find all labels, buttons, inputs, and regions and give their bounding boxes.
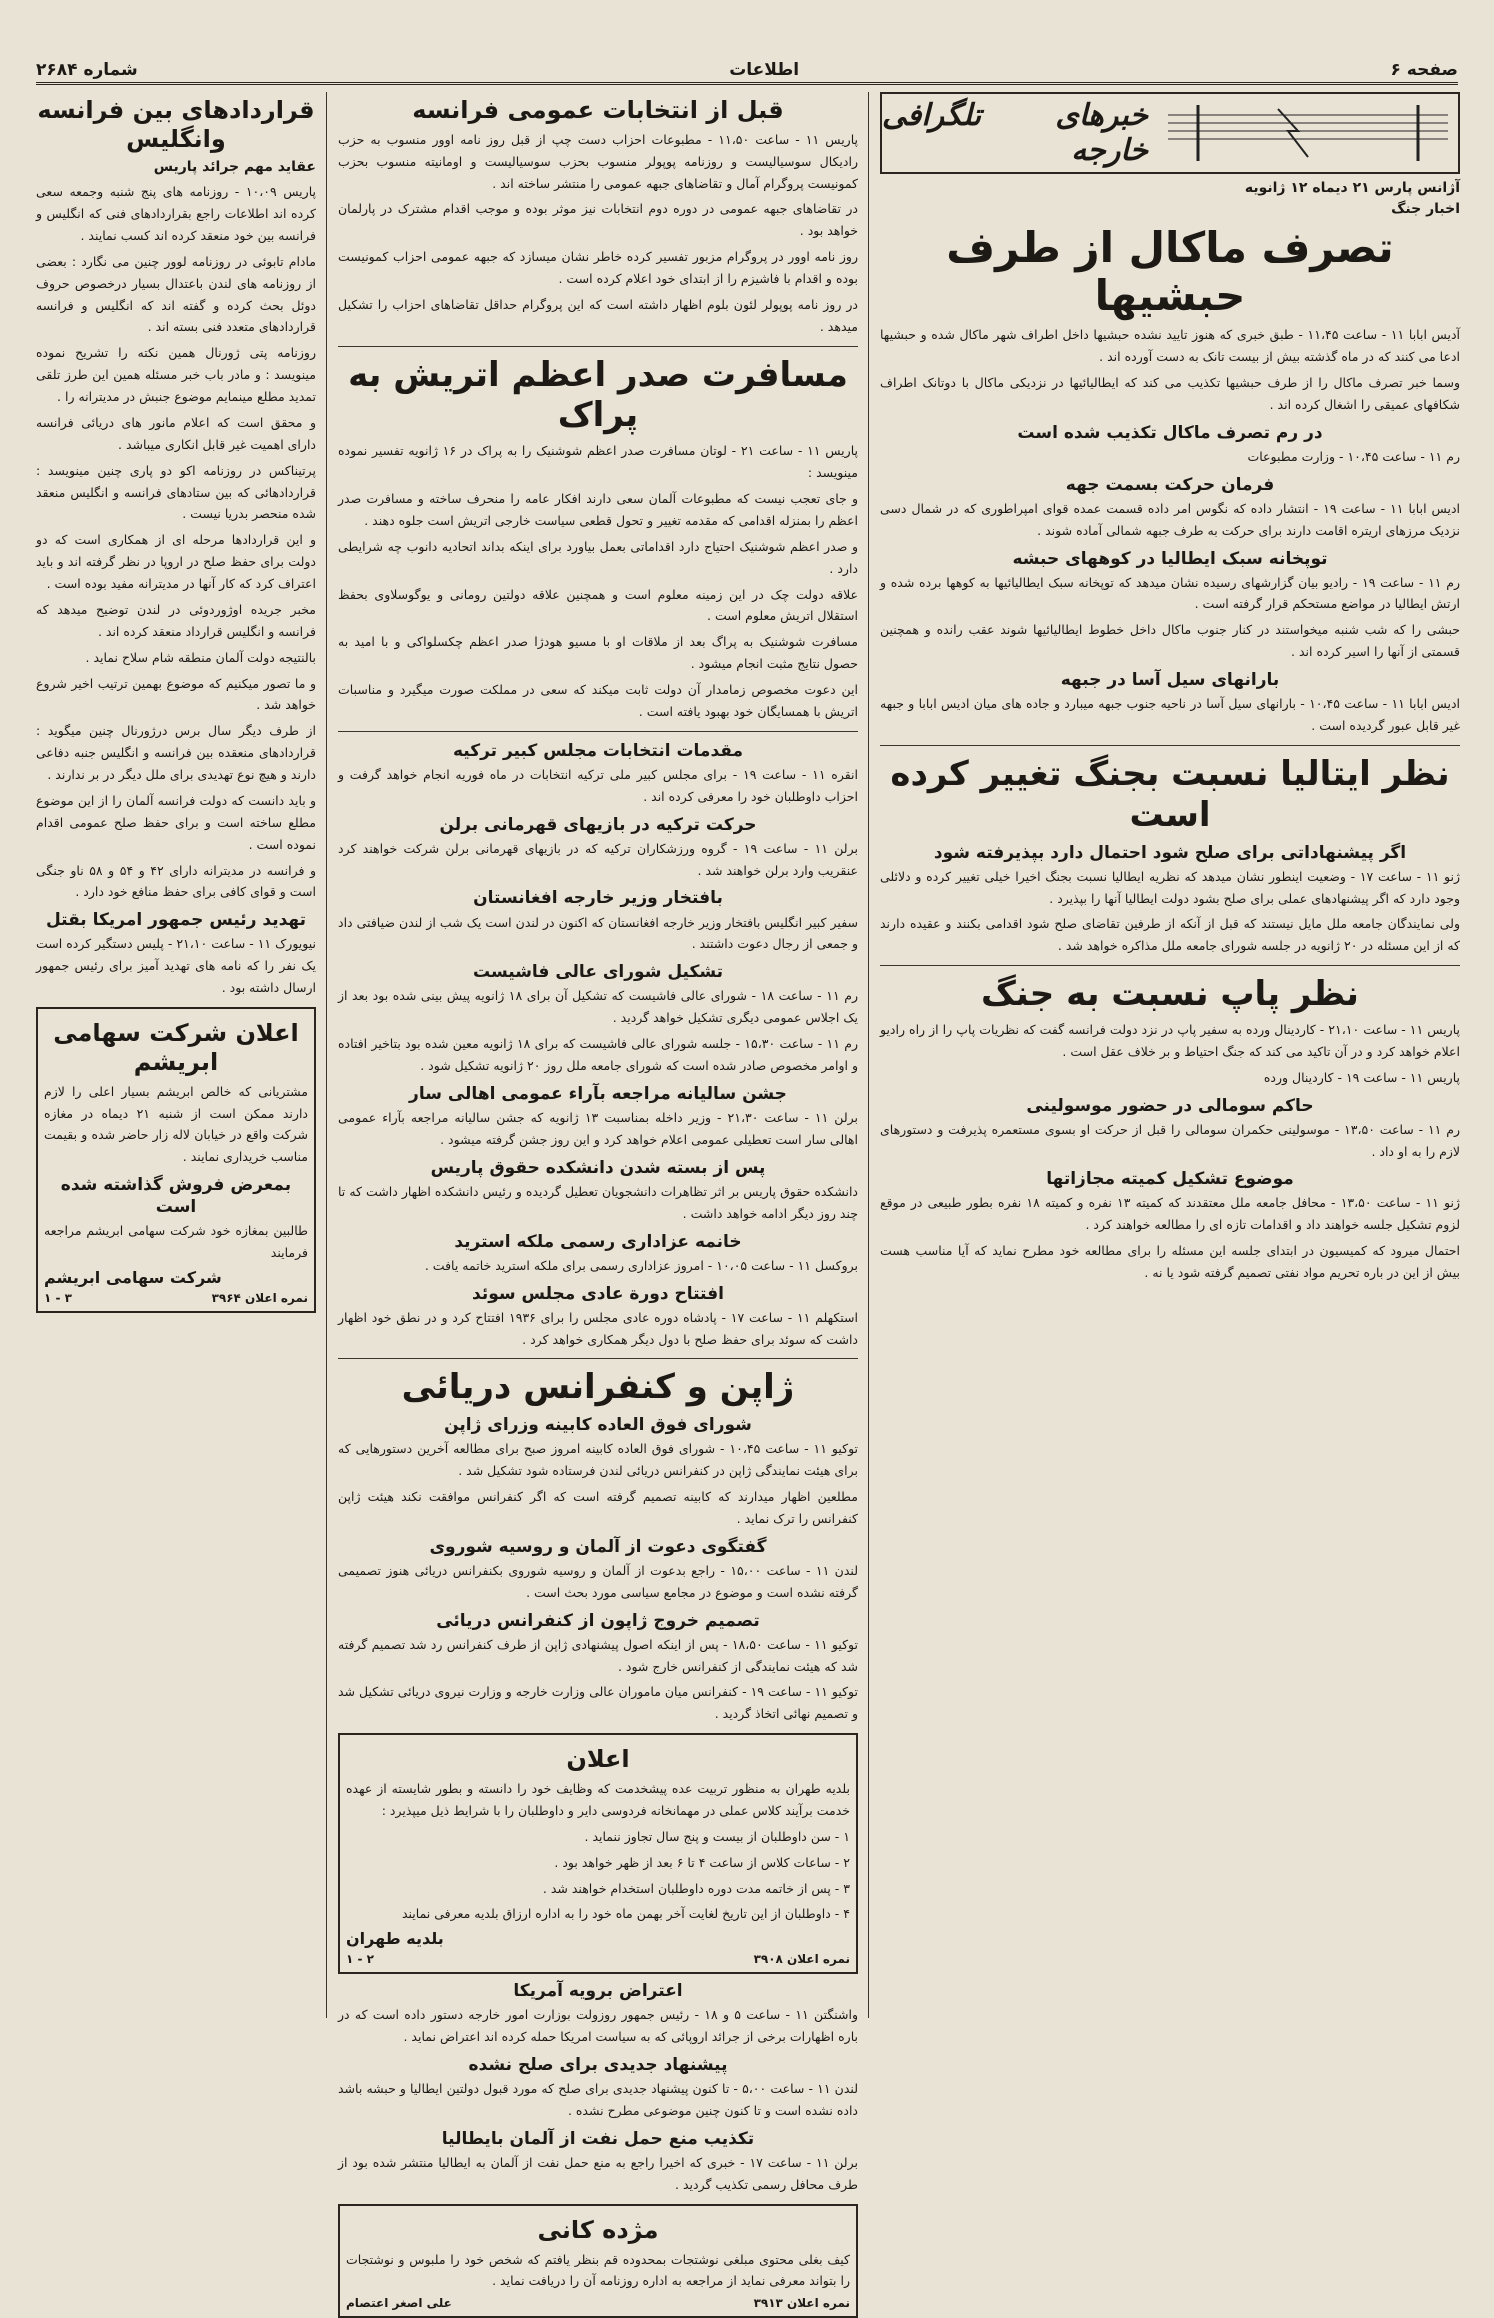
article-paragraph: توکیو ۱۱ - ساعت ۱۹ - کنفرانس میان ماموران عالی وزارت خارجه و وزارت نیروی دریائی تشکیل شد و تصمیم نهائی اتخاذ گردید . bbox=[337, 1684, 858, 1722]
article-paragraph: و جای تعجب نیست که مطبوعات آلمان سعی دارند افکار عامه را منحرف ساخته و مسافرت صدر اعظم را بمنزله اقدامی که مقدمه تغییر و تحول قطعی سیاست خارجی اتریش است جلوه دهند . bbox=[338, 491, 858, 528]
advertisement-silk-company bbox=[36, 1007, 316, 1313]
article-paragraph: ادیس ابابا ۱۱ - ساعت ۱۹ - انتشار داده که نگوس امر داده قسمت عمده قوای امپراطوری که در شمال دسی نزدیک مرزهای اریتره اقامت دارند برای حرکت به طرف جبهه شمالی آماده شوند . bbox=[880, 500, 1460, 538]
ad-ref: ۲ - ۱ bbox=[346, 1952, 374, 1967]
article-paragraph: رم ۱۱ - ساعت ۱۹ - رادیو بیان گزارشهای رسیده نشان میدهد که توپخانه سبک ایطالیائیها به کوهها برده شده و ارتش ایطالیا در مواضع مستحکم قرار گرفته است . bbox=[880, 574, 1460, 612]
subheading: حاکم سومالی در حضور موسولینی bbox=[1026, 1095, 1314, 1116]
ad-reference bbox=[346, 1952, 850, 1966]
article-paragraph: انقره ۱۱ - ساعت ۱۹ - برای مجلس کبیر ملی ترکیه انتخابات در ماه فوریه انجام خواهد گرفت و احزاب داوطلبان خود را معرفی کرده اند . bbox=[338, 766, 858, 804]
article-paragraph: رم ۱۱ - ساعت ۱۰،۴۵ - وزارت مطبوعات bbox=[1247, 448, 1460, 464]
divider bbox=[338, 731, 858, 732]
article-paragraph: و این قراردادها مرحله ای از همکاری است که دو دولت برای حفظ صلح در اروپا در نظر گرفته اند و باید اعتراف کرد که کار آنها در مدیترانه مفید بوده است . bbox=[36, 532, 316, 592]
headline-italy: نظر ایتالیا نسبت بجنگ تغییر کرده است bbox=[890, 753, 1450, 835]
headline-france-elections: قبل از انتخابات عمومی فرانسه bbox=[412, 96, 784, 124]
article-paragraph: لندن ۱۱ - ساعت ۵،۰۰ - تا کنون پیشنهاد جدیدی برای صلح که مورد قبول دولتین ایطالیا و حبشه باشد داده نشده است و تا کنون چنین موضوعی مطرح نشده . bbox=[338, 2081, 858, 2119]
article-paragraph: احتمال میرود که کمیسیون در ابتدای جلسه این مسئله را برای مطالعه خود مطرح نماید که آیا مناسب هست بیش از این در باره تحریم مواد نفتی تصمیم گرفته شود یا نه . bbox=[880, 1243, 1460, 1281]
ad-number: نمره اعلان ۳۹۶۴ bbox=[211, 1291, 308, 1306]
article-paragraph: حبشی را که شب شنبه میخواستند در کنار جنوب ماکال داخل خطوط ایطالیائیها شوند عقب رانده و همچنین قسمتی از آنها را اسیر کرده اند . bbox=[880, 622, 1460, 660]
article-paragraph: این دعوت مخصوص زمامدار آن دولت ثابت میکند که سعی در مملکت صورت میگیرد و مناسبات اتریش با همسایگان خود بهبود یافته است . bbox=[338, 682, 858, 719]
headline-japan: ژاپن و کنفرانس دریائی bbox=[401, 1367, 795, 1408]
subheading: پس از بسته شدن دانشکده حقوق پاریس bbox=[430, 1157, 766, 1178]
article-paragraph: وسما خبر تصرف ماکال را از طرف حبشیها تکذیب می کند که ایطالیائیها در نزدیکی ماکال با دوتانک اطراف شکافهای عمیقی را اشغال کرده اند . bbox=[880, 374, 1460, 412]
headline-austria: مسافرت صدر اعظم اتریش به پراک bbox=[348, 354, 848, 436]
article-paragraph: برلن ۱۱ - ساعت ۱۹ - گروه ورزشکاران ترکیه که در بازیهای قهرمانی برلن شرکت خواهند کرد عنقریب وارد برلن خواهند شد . bbox=[338, 840, 858, 878]
advertisement-found-item bbox=[338, 2204, 858, 2318]
article-paragraph: روزنامه پتی ژورنال همین نکته را تشریح نموده مینویسد : و مادر باب خبر مسئله همین این طرز تلقی تمدید مطلع مینمایم موضوع جنبش در مدیترانه را . bbox=[36, 345, 316, 405]
article-paragraph: برلن ۱۱ - ساعت ۲۱،۳۰ - وزیر داخله بمناسبت ۱۳ ژانویه که جشن سالیانه مراجعه بآراء عمومی اهالی سار است تعطیلی عمومی اعلام خواهد کرد و این روز جشن گرفته میشود . bbox=[338, 1109, 859, 1147]
article-paragraph: بروکسل ۱۱ - ساعت ۱۰،۰۵ - امروز عزاداری رسمی برای ملکه استرید خاتمه یافت . bbox=[424, 1257, 858, 1273]
subheading: توپخانه سبک ایطالیا در کوههای حبشه bbox=[1012, 548, 1328, 569]
article-paragraph: توکیو ۱۱ - ساعت ۱۸،۵۰ - پس از اینکه اصول پیشنهادی ژاپن از طرف کنفرانس رد شد تصمیم گرفته شد که هیئت نمایندگی از کنفرانس خارج شود . bbox=[338, 1636, 858, 1674]
column-rule bbox=[326, 92, 327, 2018]
article-paragraph: در روز نامه پوپولر لئون بلوم اظهار داشته است که این پروگرام حداقل تقاضاهای احزاب را تشکیل میدهد . bbox=[338, 296, 858, 334]
article-paragraph: پاریس ۱۱ - ساعت ۱۱،۵۰ - مطبوعات احزاب دست چپ از قبل روز نامه اوور منسوب به حزب رادیکال سوسیالیست و روزنامه پوپولر منسوب بحزب سوسیالیست و اومانیته منسوب بحزب کمونیست پروگرام آمال و تقاضاهای جبهه عمومی را منتشر ساخته اند . bbox=[338, 131, 859, 191]
subheading: خانمه عزاداری رسمی ملکه استرید bbox=[454, 1231, 742, 1252]
divider bbox=[880, 965, 1460, 966]
article-paragraph: پاریس ۱۱ - ساعت ۱۹ - کاردینال ورده bbox=[1263, 1069, 1460, 1085]
ad-title: اعلان شرکت سهامی ابریشم bbox=[53, 1019, 299, 1076]
subheading: جشن سالیانه مراجعه بآراء عمومی اهالی سار bbox=[409, 1083, 787, 1104]
article-paragraph: از طرف دیگر سال برس درژورنال چنین میگوید : قراردادهای منعقده بین فرانسه و انگلیس جنبه دفاعی دارند و هیچ نوع تهدیدی برای ملل دیگر در بر ندارند . bbox=[36, 723, 316, 783]
advertisement-municipality bbox=[338, 1733, 858, 1974]
article-paragraph: مخبر جریده اوژوردوئی در لندن توضیح میدهد که فرانسه و انگلیس قرارداد منعقد کرده اند . bbox=[36, 601, 316, 639]
ad-list-item: ۳ - پس از خاتمه مدت دوره داوطلبان استخدام خواهند شد . bbox=[542, 1880, 850, 1896]
subheading: مقدمات انتخابات مجلس کبیر ترکیه bbox=[452, 740, 744, 761]
article-paragraph: ادیس ابابا ۱۱ - ساعت ۱۰،۴۵ - بارانهای سیل آسا در ناحیه جنوب جبهه میبارد و جاده های میان ادیس ابابا و جبهه غیر قابل عبور گردیده است . bbox=[880, 696, 1460, 734]
ad-signature: شرکت سهامی ابریشم bbox=[44, 1268, 222, 1288]
telegraph-wires-icon bbox=[1158, 101, 1458, 165]
ad-ref: ۳ - ۱ bbox=[44, 1291, 72, 1306]
headline-treaties: قراردادهای بین فرانسه وانگلیس bbox=[37, 96, 315, 153]
subheading: پیشنهاد جدیدی برای صلح نشده bbox=[468, 2055, 728, 2076]
ad-text: طالبین بمغازه خود شرکت سهامی ابریشم مراجعه فرمایند bbox=[44, 1223, 308, 1261]
ad-text: بلدیه طهران به منظور تربیت عده پیشخدمت که وظایف خود را دانسته و بطور شایسته از عهده خدمت برآیند کلاس عملی در مهمانخانه فردوسی دایر و داوطلبان را با شرایط ذیل میپذیرد : bbox=[346, 1781, 850, 1818]
paper-name: اطلاعات bbox=[729, 60, 800, 80]
page-number: صفحه ۶ bbox=[1390, 60, 1458, 80]
article-paragraph: مطلعین اظهار میدارند که کابینه تصمیم گرفته است که اگر کنفرانس موافقت نکند هیئت ژاپن کنفرانس را ترک نماید . bbox=[338, 1489, 858, 1526]
deck: اگر پیشنهاداتی برای صلح شود احتمال دارد بپذیرفته شود bbox=[933, 842, 1407, 863]
subheading: تشکیل شورای عالی فاشیست bbox=[472, 962, 724, 983]
ad-text: مشتریانی که خالص ابریشم بسیار اعلی را لازم دارند ممکن است از شنبه ۲۱ دیماه در مغازه شرکت واقع در خیابان لاله زار حاضر شده و بقیمت مناسب خریداری نمایند . bbox=[44, 1083, 308, 1165]
article-paragraph: رم ۱۱ - ساعت ۱۸ - شورای عالی فاشیست که تشکیل آن برای ۱۸ ژانویه پیش بینی شده بود بعد از یک اجلاس عمومی دیگری تشکیل خواهد گردید . bbox=[338, 988, 858, 1026]
divider bbox=[338, 1358, 858, 1359]
article-paragraph: و محقق است که اعلام مانور های دریائی فرانسه دارای اهمیت غیر قابل انکاری میباشد . bbox=[36, 414, 316, 452]
divider bbox=[880, 745, 1460, 746]
article-paragraph: ژنو ۱۱ - ساعت ۱۳،۵۰ - محافل جامعه ملل معتقدند که کمیته ۱۳ نفره و کمیته ۱۸ نفره بطور طبیعی در موقع لزوم تشکیل جلسه خواهند داد و اقدامات تازه ای را مطالعه خواهند کرد . bbox=[880, 1195, 1460, 1233]
dateline: آژانس پارس ۲۱ دیماه ۱۲ ژانویه bbox=[1244, 180, 1460, 196]
article-paragraph: ژنو ۱۱ - ساعت ۱۷ - وضعیت اینطور نشان میدهد که نظریه ایطالیا نسبت بجنگ اخیرا خیلی تغییر کرده و دلائلی وجود دارد که اگر پیشنهادهای عملی برای صلح بشود دولت ایطالیا آنها را بپذیرد . bbox=[880, 868, 1460, 906]
article-paragraph: پاریس ۱۱ - ساعت ۲۱ - لوتان مسافرت صدر اعظم شوشنیک را به پراک در ۱۶ ژانویه تفسیر نموده مینویسد : bbox=[338, 443, 858, 481]
column-foreign-news bbox=[880, 92, 1460, 2018]
article-paragraph: در تقاضاهای جبهه عمومی در دوره دوم انتخابات نیز موثر بوده و موجب اقدام مشترک در پارلمان خواهد بود . bbox=[338, 201, 858, 239]
kicker: اخبار جنگ bbox=[1391, 201, 1460, 217]
article-paragraph: بالنتیجه دولت آلمان منطقه شام سلاح نماید . bbox=[85, 649, 316, 665]
subheading: موضوع تشکیل کمیته مجازاتها bbox=[1046, 1169, 1294, 1190]
article-paragraph: نیویورک ۱۱ - ساعت ۲۱،۱۰ - پلیس دستگیر کرده است یک نفر را که نامه های تهدید آمیز برای رئیس جمهور ارسال داشته بود . bbox=[36, 936, 316, 996]
article-paragraph: ولی نمایندگان جامعه ملل مایل نیستند که قبل از آنکه از طرفین تقاضای صلح شود اقدامی بکنند و عقیده دارند که از این مسئله در ۲۰ ژانویه در جلسه شورای جامعه ملل مذاکره خواهد شد . bbox=[880, 916, 1460, 954]
headline-pope: نظر پاپ نسبت به جنگ bbox=[981, 974, 1359, 1015]
column-rule bbox=[868, 92, 869, 2018]
subheading: فرمان حرکت بسمت جهه bbox=[1065, 474, 1275, 495]
ad-list-item: ۲ - ساعات کلاس از ساعت ۴ تا ۶ بعد از ظهر خواهد بود . bbox=[554, 1854, 850, 1870]
ad-title: اعلان bbox=[566, 1745, 630, 1774]
article-paragraph: پاریس ۱۰،۰۹ - روزنامه های پنج شنبه وجمعه سعی کرده اند اطلاعات راجع بقراردادهای فنی که انگلیس و فرانسه بین خود منعقد کرده اند کسب نمایند . bbox=[36, 184, 316, 243]
article-paragraph: واشنگتن ۱۱ - ساعت ۵ و ۱۸ - رئیس جمهور روزولت بوزارت امور خارجه دستور داده است که در باره اظهارات برخی از جرائد اروپائی که به سیاست امریکا حمله کرده اند اعتراض نماید . bbox=[338, 2007, 858, 2045]
article-paragraph: پاریس ۱۱ - ساعت ۲۱،۱۰ - کاردینال ورده به سفیر پاپ در نزد دولت فرانسه گفت که نظریات پاپ را از راه رادیو اعلام خواهد کرد و در آن تاکید می کند که جنگ احتیاط و بر خلاف عقل است . bbox=[880, 1021, 1460, 1059]
subheading: حرکت ترکیه در بازیهای قهرمانی برلن bbox=[439, 814, 757, 835]
ad-reference bbox=[44, 1291, 308, 1305]
ad-signature: بلدیه طهران bbox=[346, 1929, 444, 1949]
deck: شورای فوق العاده کابینه وزرای ژاپن bbox=[444, 1415, 752, 1436]
ad-reference bbox=[346, 2296, 850, 2310]
subheading: بارانهای سیل آسا در جبهه bbox=[1060, 670, 1280, 691]
ad-title: مژده کانی bbox=[537, 2215, 659, 2244]
article-paragraph: روز نامه اوور در پروگرام مزبور تفسیر کرده خاطر نشان میسازد که جبهه عمومی احزاب کمونیست بوده و اقدام با فاشیزم را از ابتدای خود اعلام کرده است . bbox=[338, 249, 858, 287]
article-paragraph: برلن ۱۱ - ساعت ۱۷ - خبری که اخیرا راجع به منع حمل نفت از آلمان به ایطالیا منتشر شده بود از طرف محافل رسمی تکذیب گردید . bbox=[338, 2155, 858, 2192]
article-paragraph: دانشکده حقوق پاریس بر اثر تظاهرات دانشجویان تعطیل گردیده و رئیس دانشکده اظهار داشت که تا چند روز دیگر ادامه خواهد داشت . bbox=[338, 1183, 858, 1221]
divider bbox=[338, 346, 858, 347]
subheading: بافتخار وزیر خارجه افغانستان bbox=[473, 888, 723, 909]
masthead bbox=[36, 58, 1458, 85]
article-paragraph: و صدر اعظم شوشنیک احتیاج دارد اقداماتی بعمل بیاورد برای اینکه بداند اتحادیه دانوب چه شرایطی دارد . bbox=[338, 538, 858, 576]
ad-number: نمره اعلان ۳۹۰۸ bbox=[753, 1952, 850, 1967]
subheading: اعتراض برویه آمریکا bbox=[513, 1981, 683, 2002]
deck: عقاید مهم جرائد پاریس bbox=[153, 158, 316, 175]
article-paragraph: علاقه دولت چک در این زمینه معلوم است و همچنین علاقه دولتین رومانی و یوگوسلاوی بحفظ استقلال اتریش معلوم است . bbox=[338, 586, 858, 624]
column-treaties bbox=[36, 92, 316, 2018]
subheading: گفتگوی دعوت از آلمان و روسیه شوروی bbox=[429, 1536, 767, 1557]
ad-signature: علی اصغر اعتصام bbox=[346, 2296, 452, 2311]
section-logo-text: خبرهای تلگرافی خارجه bbox=[882, 98, 1148, 168]
ad-subtitle: بمعرض فروش گذاشته شده است bbox=[60, 1175, 292, 1218]
headline-makale: تصرف ماکال از طرف حبشیها bbox=[946, 222, 1394, 320]
article-paragraph: مادام تابوئی در روزنامه لوور چنین می نگارد : بعضی از روزنامه های لندن باعتدال بسیار درخصوص حروف دوئل بحث کرده و گفته اند که انگلیس و فرانسه قراردادهای متعدد فنی بسته اند . bbox=[36, 253, 316, 335]
ad-text: کیف بغلی محتوی مبلغی نوشتجات بمحدوده قم بنظر یافتم که شخص خود را ملبوس و نوشتجات را بتواند معرفی نماید از مراجعه به اداره روزنامه آن را دریافت نماید . bbox=[346, 2251, 850, 2289]
article-paragraph: مسافرت شوشنیک به پراگ بعد از ملاقات او با مسیو هودژا صدر اعظم چکسلواکی و با امید به حصول نتایج مثبت انجام میشود . bbox=[338, 634, 858, 672]
article-paragraph: سفیر کبیر انگلیس بافتخار وزیر خارجه افغانستان که اکنون در لندن است یک شب از لندن ضیافتی داد و جمعی از رجال دعوت داشتند . bbox=[338, 914, 858, 952]
column-europe-news bbox=[337, 92, 859, 2311]
article-paragraph: استکهلم ۱۱ - ساعت ۱۷ - پادشاه دوره عادی مجلس را برای ۱۹۳۶ افتتاح کرد و در نطق خود اظهار داشت که سوئد برای حفظ صلح با دول دیگر همکاری خواهد کرد . bbox=[338, 1309, 858, 1347]
article-paragraph: لندن ۱۱ - ساعت ۱۵،۰۰ - راجع بدعوت از آلمان و روسیه شوروی بکنفرانس دریائی هنوز تصمیمی گرفته نشده است و موضوع در مجامع سیاسی مورد بحث است . bbox=[338, 1562, 859, 1600]
article-paragraph: رم ۱۱ - ساعت ۱۳،۵۰ - موسولینی حکمران سومالی را قبل از حرکت او بسوی مستعمره پذیرفت و دستورهای لازم را به او داد . bbox=[880, 1121, 1461, 1159]
issue-number: شماره ۲۶۸۴ bbox=[36, 60, 138, 80]
subheading: تصمیم خروج ژاپون از کنفرانس دریائی bbox=[436, 1610, 760, 1631]
article-paragraph: و ما تصور میکنیم که موضوع بهمین ترتیب اخیر شروع خواهد شد . bbox=[36, 675, 316, 713]
article-paragraph: توکیو ۱۱ - ساعت ۱۰،۴۵ - شورای فوق العاده کابینه امروز صبح برای مطالعه آخرین دستورهایی که برای هیئت نمایندگی ژاپن در کنفرانس دریائی لندن فرستاده شود تشکیل شد . bbox=[338, 1441, 859, 1479]
section-logo bbox=[880, 92, 1460, 174]
subheading: در رم تصرف ماکال تکذیب شده است bbox=[1017, 422, 1323, 443]
article-paragraph: و باید دانست که دولت فرانسه آلمان را از این موضوع مطلع ساخته است و برای حفظ صلح عمومی اقدام نموده است . bbox=[36, 792, 316, 852]
subheading: افتتاح دورة عادی مجلس سوئد bbox=[472, 1283, 724, 1304]
article-paragraph: رم ۱۱ - ساعت ۱۵،۳۰ - جلسه شورای عالی فاشیست که برای ۱۸ ژانویه معین شده بود بتاخیر افتاده و اوامر مخصوص صادر شده است که شورای جامعه ملل روز ۲۰ ژانویه تشکیل شود . bbox=[338, 1036, 859, 1074]
subheading: تکذیب منع حمل نفت از آلمان بایطالیا bbox=[441, 2128, 755, 2149]
article-paragraph: پرتیناکس در روزنامه اکو دو پاری چنین مینویسد : قراردادهائی که بین ستادهای فرانسه و انگلیس منعقد شده منحصر بدریا نیست . bbox=[36, 462, 316, 522]
ad-list-item: ۴ - داوطلبان از این تاریخ لغایت آخر بهمن ماه خود را به اداره ارزاق بلدیه معرفی نمایند bbox=[401, 1906, 850, 1922]
article-paragraph: و فرانسه در مدیترانه دارای ۴۲ و ۵۴ و ۵۸ ناو جنگی است و قوای کافی برای حفظ منافع خود دارد . bbox=[36, 862, 317, 900]
subheading: تهدید رئیس جمهور امریکا بقتل bbox=[45, 910, 307, 931]
ad-number: نمره اعلان ۳۹۱۳ bbox=[753, 2296, 850, 2311]
article-paragraph: آدیس ابابا ۱۱ - ساعت ۱۱،۴۵ - طبق خبری که هنوز تایید نشده حبشیها داخل اطراف شهر ماکال شده و حبشیها ادعا می کنند که در ماه گذشته بیش از بیست تانک به دست آورده اند . bbox=[880, 327, 1461, 365]
ad-list-item: ۱ - سن داوطلبان از بیست و پنج سال تجاوز ننماید . bbox=[584, 1828, 850, 1844]
